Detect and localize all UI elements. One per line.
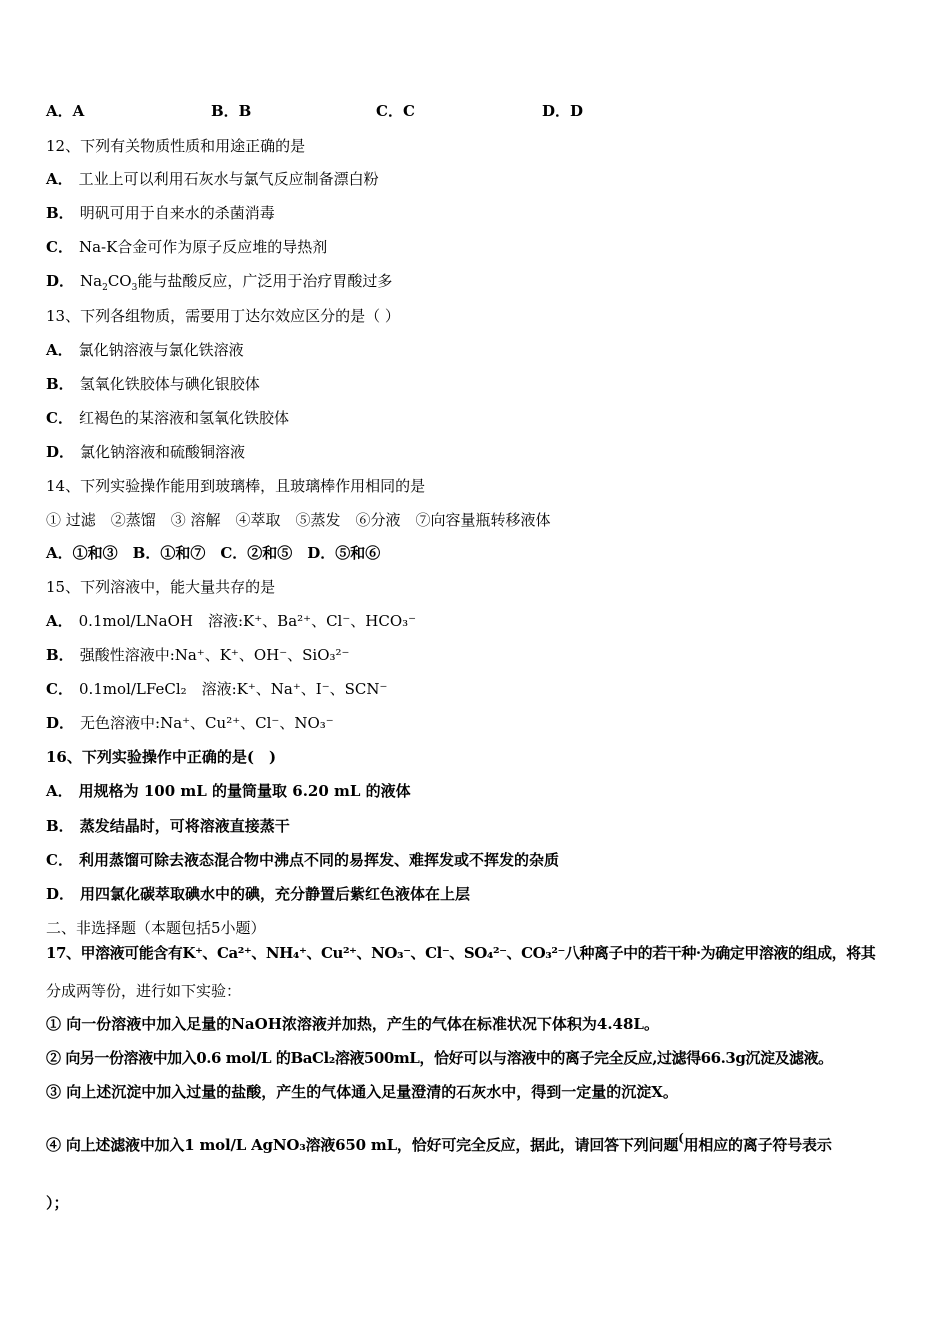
q15-option-d: D． 无色溶液中:Na⁺、Cu²⁺、Cl⁻、NO₃⁻ xyxy=(46,714,334,732)
q15-option-a: A． 0.1mol/LNaOH 溶液:K⁺、Ba²⁺、Cl⁻、HCO₃⁻ xyxy=(46,612,417,630)
q12-option-d: D． $Na_2CO_3$能与盐酸反应，广泛用于治疗胃酸过多 xyxy=(46,272,393,293)
section-heading: 二、非选择题（本题包括5小题） xyxy=(46,919,266,937)
q13-option-d: D． 氯化钠溶液和硫酸铜溶液 xyxy=(46,443,246,461)
q17-step3: ③ 向上述沉淀中加入过量的盐酸，产生的气体通入足量澄清的石灰水中，得到一定量的沉淀X。 xyxy=(46,1083,678,1101)
q11-option-c: C．C xyxy=(376,102,415,120)
q15-option-b: B． 强酸性溶液中:Na⁺、K⁺、OH⁻、SiO₃²⁻ xyxy=(46,646,350,664)
q11-option-b: B．B xyxy=(211,102,252,120)
q16-option-a: A． 用规格为 100 mL 的量筒量取 6.20 mL 的液体 xyxy=(46,782,411,800)
q12-option-b: B． 明矾可用于自来水的杀菌消毒 xyxy=(46,204,275,222)
q14-operations: ① 过滤 ②蒸馏 ③ 溶解 ④萃取 ⑤蒸发 ⑥分液 ⑦向容量瓶转移液体 xyxy=(46,511,551,529)
q17-line1: 17、甲溶液可能含有K⁺、Ca²⁺、NH₄⁺、Cu²⁺、NO₃⁻、Cl⁻、SO₄²⁻、CO₃²⁻八种离子中的若干种·为确定甲溶液的组成，将其 xyxy=(46,944,876,962)
q13-stem: 13、下列各组物质，需要用丁达尔效应区分的是（ ） xyxy=(46,307,400,325)
q11-options-row xyxy=(46,100,746,122)
q16-option-d: D． 用四氯化碳萃取碘水中的碘，充分静置后紫红色液体在上层 xyxy=(46,885,471,903)
q11-option-d: D．D xyxy=(542,102,584,120)
q16-option-c: C． 利用蒸馏可除去液态混合物中沸点不同的易挥发、难挥发或不挥发的杂质 xyxy=(46,851,559,869)
q13-option-b: B． 氢氧化铁胶体与碘化银胶体 xyxy=(46,375,260,393)
q16-option-b: B． 蒸发结晶时，可将溶液直接蒸干 xyxy=(46,817,290,835)
q12-option-c: C． Na-K合金可作为原子反应堆的导热剂 xyxy=(46,238,328,256)
q15-option-c: C． 0.1mol/LFeCl₂ 溶液:K⁺、Na⁺、I⁻、SCN⁻ xyxy=(46,680,388,698)
q17-step1: ① 向一份溶液中加入足量的NaOH浓溶液并加热，产生的气体在标准状况下体积为4.48L。 xyxy=(46,1015,659,1033)
q15-stem: 15、下列溶液中，能大量共存的是 xyxy=(46,578,276,596)
q13-option-a: A． 氯化钠溶液与氯化铁溶液 xyxy=(46,341,244,359)
q14-options: A．①和③ B．①和⑦ C．②和⑤ D．⑤和⑥ xyxy=(46,544,381,562)
q12-option-a: A． 工业上可以利用石灰水与氯气反应制备漂白粉 xyxy=(46,170,379,188)
q17-step4: ④ 向上述滤液中加入1 mol/L AgNO₃溶液650 mL，恰好可完全反应，据此，请回答下列问题(用相应的离子符号表示 xyxy=(46,1131,832,1154)
q17-line2: 分成两等份，进行如下实验： xyxy=(46,982,242,1000)
q11-option-a: A．A xyxy=(46,102,85,120)
q17-close: ）； xyxy=(46,1194,69,1212)
q12-stem: 12、下列有关物质性质和用途正确的是 xyxy=(46,137,306,155)
q17-step2: ② 向另一份溶液中加入0.6 mol/L 的BaCl₂溶液500mL，恰好可以与溶液中的离子完全反应,过滤得66.3g沉淀及滤液。 xyxy=(46,1049,833,1067)
q16-stem: 16、下列实验操作中正确的是( ) xyxy=(46,748,277,766)
q13-option-c: C． 红褐色的某溶液和氢氧化铁胶体 xyxy=(46,409,289,427)
q14-stem: 14、下列实验操作能用到玻璃棒，且玻璃棒作用相同的是 xyxy=(46,477,426,495)
